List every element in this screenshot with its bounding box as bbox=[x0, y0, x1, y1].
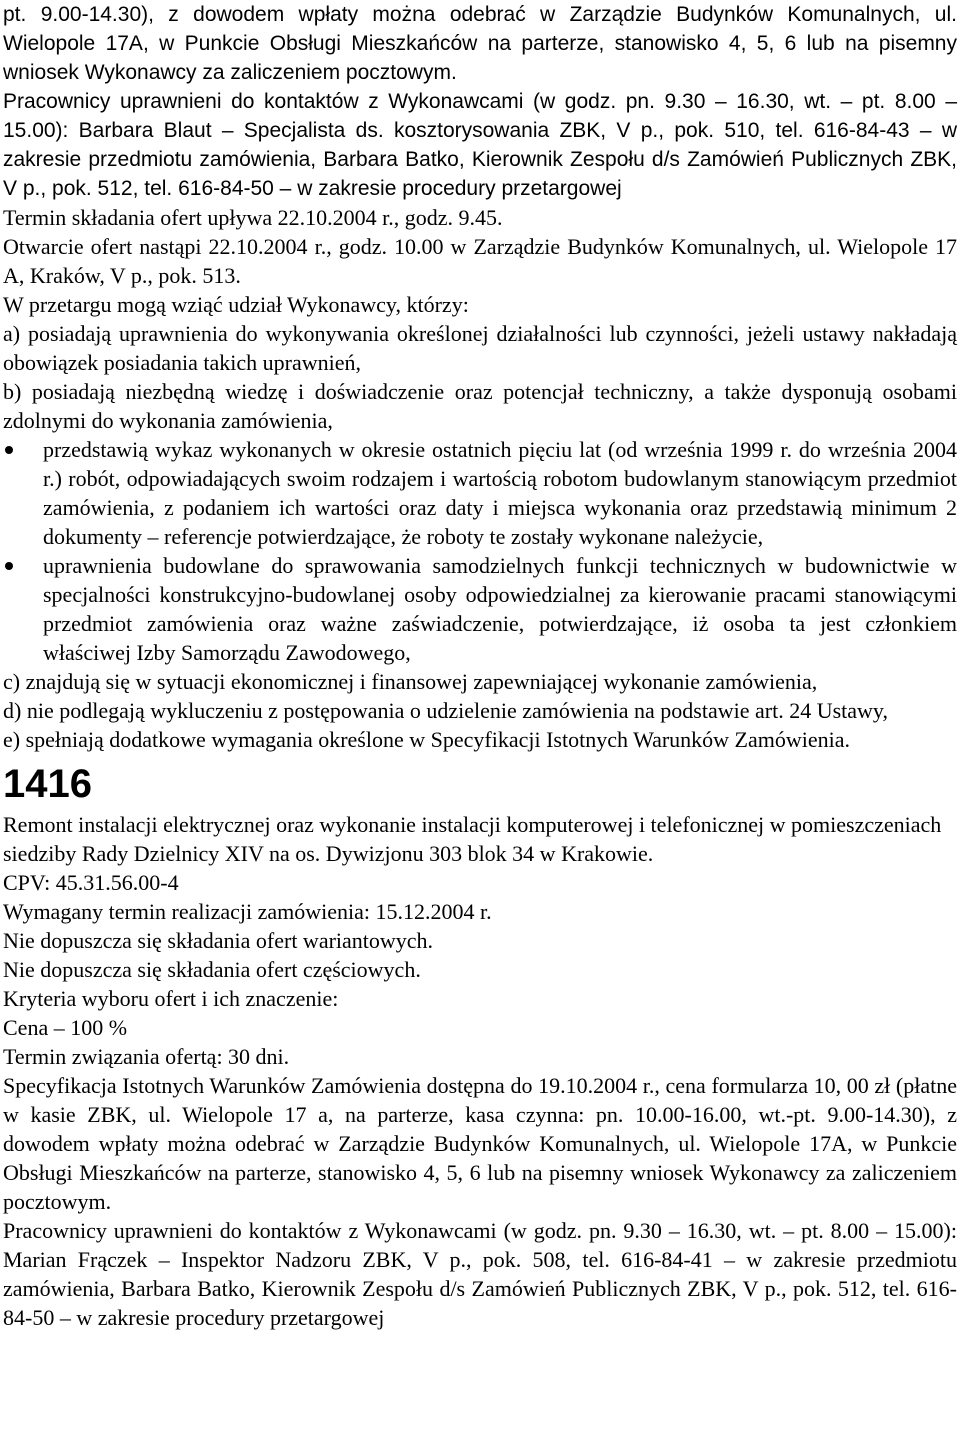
condition-e: e) spełniają dodatkowe wymagania określone w Specyfikacji Istotnych Warunków Zamówienia. bbox=[3, 727, 851, 752]
bullet-text: przedstawią wykaz wykonanych w okresie ostatnich pięciu lat (od września 1999 r. do września 2004 r.) robót, odpowiadających swoim rodzajem i wartością robotom budowlanym stanowiącym przedmiot zamówienia, z podaniem ich wartości oraz daty i miejsca wykonania oraz przedstawią minimum 2 dokumenty – referencje potwierdzające, że roboty te zostały wykonane należycie, bbox=[43, 437, 957, 549]
condition-d: d) nie podlegają wykluczeniu z postępowania o udzielenie zamówienia na podstawie art. 24 Ustawy, bbox=[3, 698, 888, 723]
condition-a: a) posiadają uprawnienia do wykonywania określonej działalności lub czynności, jeżeli ustawy nakładają obowiązek posiadania takich uprawnień, bbox=[3, 321, 957, 375]
line-binding-period: Termin związania ofertą: 30 dni. bbox=[3, 1044, 290, 1069]
condition-b: b) posiadają niezbędną wiedzę i doświadczenie oraz potencjał techniczny, a także dysponują osobami zdolnymi do wykonania zamówienia, bbox=[3, 379, 957, 433]
tender-title: Remont instalacji elektrycznej oraz wykonanie instalacji komputerowej i telefonicznej w pomieszczeniach siedziby Rady Dzielnicy XIV na os. Dywizjonu 303 blok 34 w Krakowie. bbox=[3, 812, 942, 866]
paragraph-specification: Specyfikacja Istotnych Warunków Zamówienia dostępna do 19.10.2004 r., cena formularza 10, 00 zł (płatne w kasie ZBK, ul. Wielopole 17 a, na parterze, kasa czynna: pn. 10.00-16.00, wt.-pt. 9.00-14.30), z dowodem wpłaty można odebrać w Zarządzie Budynków Komunalnych, ul. Wielopole 17A, w Punkcie Obsługi Mieszkańców na parterze, stanowisko 4, 5, 6 lub na pisemny wniosek Wykonawcy za zaliczeniem pocztowym. bbox=[3, 1073, 957, 1214]
line-completion-deadline: Wymagany termin realizacji zamówienia: 15.12.2004 r. bbox=[3, 899, 492, 924]
line-variant-offers: Nie dopuszcza się składania ofert wariantowych. bbox=[3, 928, 434, 953]
line-cpv: CPV: 45.31.56.00-4 bbox=[3, 870, 179, 895]
line-criteria: Kryteria wyboru ofert i ich znaczenie: bbox=[3, 986, 339, 1011]
bullet-icon bbox=[5, 562, 13, 570]
line-offer-deadline: Termin składania ofert upływa 22.10.2004 r., godz. 9.45. bbox=[3, 205, 503, 230]
condition-c: c) znajdują się w sytuacji ekonomicznej i finansowej zapewniającej wykonanie zamówienia, bbox=[3, 669, 818, 694]
section-number: 1416 bbox=[3, 762, 92, 806]
line-partial-offers: Nie dopuszcza się składania ofert częściowych. bbox=[3, 957, 421, 982]
paragraph-payment-pickup: pt. 9.00-14.30), z dowodem wpłaty można odebrać w Zarządzie Budynków Komunalnych, ul. Wielopole 17A, w Punkcie Obsługi Mieszkańców na parterze, stanowisko 4, 5, 6 lub na pisemny wniosek Wykonawcy za zaliczeniem pocztowym. bbox=[3, 3, 957, 84]
bullet-icon bbox=[5, 446, 13, 454]
bullet-item-permits bbox=[3, 551, 957, 667]
line-conditions-intro: W przetargu mogą wziąć udział Wykonawcy, którzy: bbox=[3, 292, 469, 317]
paragraph-opening: Otwarcie ofert nastąpi 22.10.2004 r., godz. 10.00 w Zarządzie Budynków Komunalnych, ul. Wielopole 17 A, Kraków, V p., pok. 513. bbox=[3, 234, 957, 288]
paragraph-contacts-2: Pracownicy uprawnieni do kontaktów z Wykonawcami (w godz. pn. 9.30 – 16.30, wt. – pt. 8.00 – 15.00): Marian Frączek – Inspektor Nadzoru ZBK, V p., pok. 508, tel. 616-84-41 – w zakresie przedmiotu zamówienia, Barbara Batko, Kierownik Zespołu d/s Zamówień Publicznych ZBK, V p., pok. 512, tel. 616-84-50 – w zakresie procedury przetargowej bbox=[3, 1218, 957, 1330]
line-price-criterion: Cena – 100 % bbox=[3, 1015, 128, 1040]
paragraph-contacts: Pracownicy uprawnieni do kontaktów z Wykonawcami (w godz. pn. 9.30 – 16.30, wt. – pt. 8.00 – 15.00): Barbara Blaut – Specjalista ds. kosztorysowania ZBK, V p., pok. 510, tel. 616-84-43 – w zakresie przedmiotu zamówienia, Barbara Batko, Kierownik Zespołu d/s Zamówień Publicznych ZBK, V p., pok. 512, tel. 616-84-50 – w zakresie procedury przetargowej bbox=[3, 90, 957, 200]
bullet-item-works-list bbox=[3, 435, 957, 551]
bullet-text: uprawnienia budowlane do sprawowania samodzielnych funkcji technicznych w budownictwie w specjalności konstrukcyjno-budowlanej osoby odpowiedzialnej za kierowanie pracami stanowiącymi przedmiot zamówienia oraz ważne zaświadczenie, potwierdzające, iż osoba ta jest członkiem właściwej Izby Samorządu Zawodowego, bbox=[43, 553, 957, 665]
